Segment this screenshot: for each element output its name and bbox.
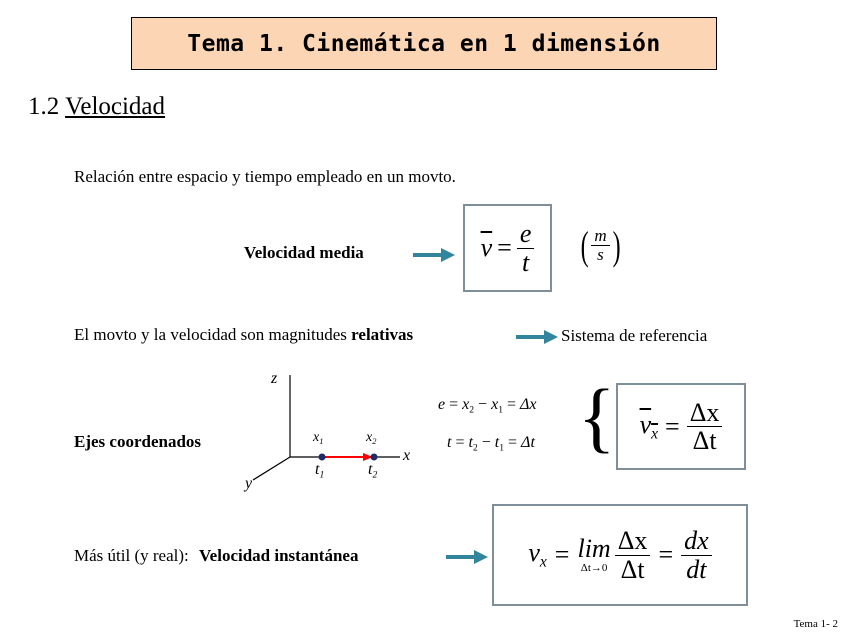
formula-numerator: e xyxy=(517,220,535,248)
instant-numerator: Δx xyxy=(615,527,651,555)
instant-denominator: Δt xyxy=(620,554,645,584)
equation-space: $e = x_2 - x_1 = \Delta x$ xyxy=(438,396,537,416)
eq2-b: t xyxy=(494,434,500,451)
limit-word: lim xyxy=(577,534,611,563)
vx-v: v xyxy=(639,409,652,439)
x1-symbol: x xyxy=(313,430,320,445)
x1-subscript: 1 xyxy=(319,436,324,446)
y-axis-label: y xyxy=(245,475,253,492)
curly-brace: { xyxy=(578,373,616,460)
x2-label xyxy=(366,430,376,446)
formula-denominator: t xyxy=(521,247,530,277)
relative-text-plain: El movto y la velocidad son magnitudes xyxy=(74,325,347,344)
component-velocity-box: $v_x$ = $\frac{\Delta x}{\Delta t}$ xyxy=(616,383,746,470)
coordinate-axes-diagram xyxy=(235,365,425,495)
vx-symbol xyxy=(640,410,658,443)
axes-label: Ejes coordenados xyxy=(74,432,202,451)
eq2-a-sub: 2 xyxy=(472,442,478,454)
eq1-lhs: e xyxy=(438,396,446,413)
t2-subscript: 2 xyxy=(372,469,378,481)
section-name: Velocidad xyxy=(65,93,166,120)
page-title: Tema 1. Cinemática en 1 dimensión xyxy=(187,30,661,57)
mean-velocity-formula-box: $\overline{v}$ = $\frac{e}{t}$ xyxy=(463,204,552,292)
x-axis-label: x xyxy=(403,447,411,464)
vx-sub: x xyxy=(651,425,659,443)
x2-subscript: 2 xyxy=(372,436,377,446)
reference-system-text: Sistema de referencia xyxy=(561,326,708,345)
units: ( $\frac{m}{s}$ ) xyxy=(580,223,621,268)
slide-number: Tema 1- 2 xyxy=(793,618,838,630)
limit-subscript: Δt→0 xyxy=(580,562,608,574)
eq1-a-sub: 2 xyxy=(469,404,475,416)
t2-label xyxy=(368,461,377,480)
eq1-b: x xyxy=(491,396,499,413)
t1-subscript: 1 xyxy=(319,469,325,481)
instant-velocity-box: $v_x$ = lim Δt→0 $\frac{\Delta x}{\Delta t}$ = $\frac{dx}{dt}$ xyxy=(492,504,748,606)
instant-label: Velocidad instantánea xyxy=(198,546,359,565)
eq1-rhs: Δx xyxy=(520,396,537,413)
instant-text xyxy=(74,546,358,566)
instant-vx xyxy=(528,538,546,571)
z-axis-label: z xyxy=(271,370,278,387)
instant-v-sub: x xyxy=(539,553,547,571)
eq2-lhs: t xyxy=(447,434,452,451)
eq1-a: x xyxy=(462,396,470,413)
velocity-symbol: $\overline{v}$ xyxy=(480,233,493,262)
arrow-right-icon xyxy=(514,329,560,345)
eq2-rhs: Δt xyxy=(521,434,535,451)
eq1-b-sub: 1 xyxy=(498,404,503,416)
derivative-numerator: dx xyxy=(681,527,712,555)
relative-text xyxy=(74,325,413,345)
eq2-a: t xyxy=(468,434,473,451)
units-numerator: m xyxy=(591,227,609,246)
arrow-right-icon xyxy=(411,247,457,263)
instant-v: v xyxy=(528,538,540,568)
t1-symbol: t xyxy=(315,461,320,478)
mean-velocity-label: Velocidad media xyxy=(244,243,364,262)
x1-label xyxy=(313,430,323,446)
title-banner xyxy=(131,17,717,70)
t1-label xyxy=(315,461,324,480)
x2-symbol: x xyxy=(366,430,373,445)
result-numerator: Δx xyxy=(687,399,723,427)
equation-time: $t = t_2 - t_1 = \Delta t$ xyxy=(447,434,535,454)
arrow-right-icon xyxy=(444,549,490,565)
section-heading xyxy=(28,93,165,121)
section-number: 1.2 xyxy=(28,93,60,120)
instant-prefix: Más útil (y real): xyxy=(74,546,189,565)
relative-text-bold: relativas xyxy=(351,325,414,344)
units-denominator: s xyxy=(597,245,604,264)
result-denominator: Δt xyxy=(692,426,717,455)
intro-text: Relación entre espacio y tiempo empleado en un movto. xyxy=(74,167,456,186)
eq2-b-sub: 1 xyxy=(499,442,505,454)
limit xyxy=(577,536,610,574)
t2-symbol: t xyxy=(368,461,373,478)
derivative-denominator: dt xyxy=(686,554,707,584)
